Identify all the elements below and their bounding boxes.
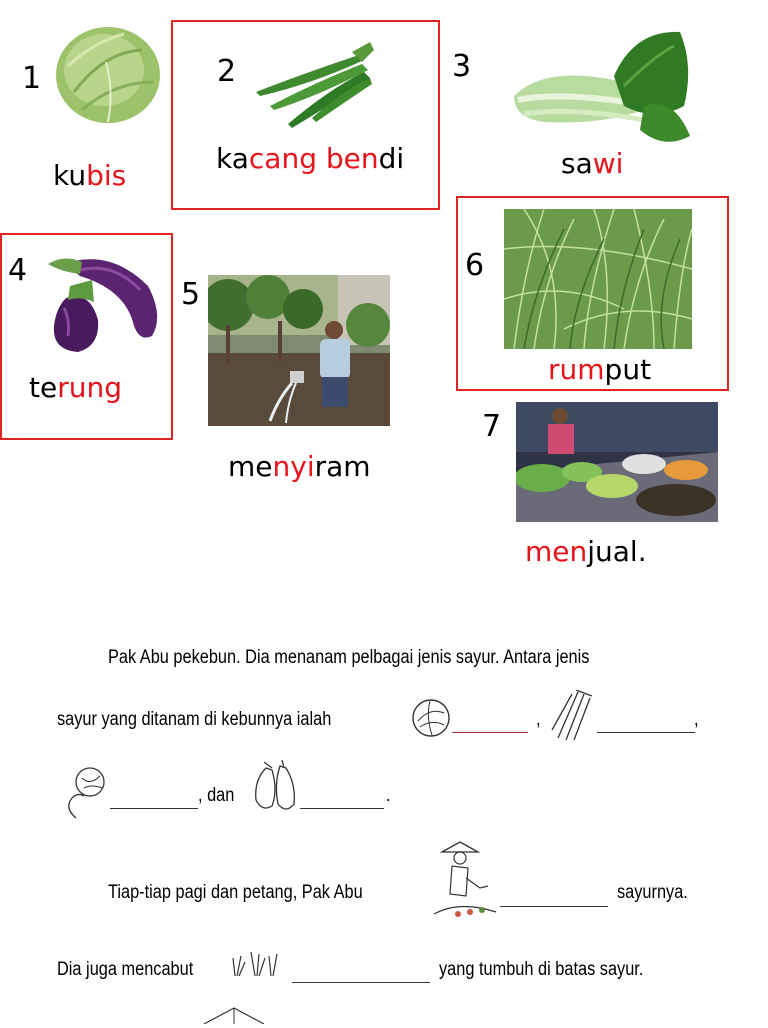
card-5-word-part-b: nyi <box>272 450 315 483</box>
eggplant-sketch-icon <box>252 760 298 818</box>
period-1: . <box>386 785 391 806</box>
card-7-word <box>525 536 647 568</box>
card-2-word <box>216 143 404 175</box>
mustard-greens-icon <box>504 26 694 154</box>
card-3-word-part-a: sa <box>561 147 593 180</box>
card-6-word-part-a: rum <box>548 353 605 386</box>
weeds-sketch-icon <box>229 948 281 982</box>
blank-2-input[interactable] <box>597 710 695 733</box>
card-2-word-part-a: ka <box>216 142 249 175</box>
okra-icon <box>252 34 376 130</box>
card-5-word-part-c: ram <box>314 450 371 483</box>
worksheet-line-4-end: sayurnya. <box>617 882 688 903</box>
farmer-watering-sketch-icon <box>430 838 500 926</box>
worksheet-line-2-text: sayur yang ditanam di kebunnya ialah <box>57 709 332 730</box>
worksheet-line-5: Dia juga mencabut <box>57 959 194 980</box>
card-6-word <box>548 354 651 386</box>
card-1-word-part-a: ku <box>53 159 87 192</box>
card-3-word-part-b: wi <box>592 147 624 180</box>
card-7-number: 7 <box>482 409 502 444</box>
card-6-word-part-b: put <box>604 353 652 386</box>
comma-1: , <box>536 709 541 730</box>
market-stall-photo <box>516 402 718 522</box>
mustard-sketch-icon <box>58 764 112 824</box>
blank-3-input[interactable] <box>110 786 198 809</box>
worksheet-line-1: Pak Abu pekebun. Dia menanam pelbagai jenis sayur. Antara jenis <box>108 647 590 668</box>
partial-sketch-icon <box>200 1004 270 1028</box>
man-watering-photo <box>208 275 390 426</box>
blank-5-input[interactable] <box>500 884 608 907</box>
okra-sketch-icon <box>548 690 594 746</box>
card-5-number: 5 <box>181 277 201 312</box>
card-2-word-part-b: cang ben <box>248 142 379 175</box>
worksheet-line-2 <box>57 708 331 732</box>
card-1-word-part-b: bis <box>86 159 127 192</box>
cabbage-icon <box>54 22 162 126</box>
grass-photo <box>504 209 692 349</box>
card-4-number: 4 <box>8 253 28 288</box>
blank-1-input[interactable] <box>452 710 528 733</box>
card-2-word-part-c: di <box>378 142 405 175</box>
card-2-number: 2 <box>217 54 237 89</box>
card-4-word-part-b: rung <box>57 371 122 404</box>
blank-4-input[interactable] <box>300 786 384 809</box>
worksheet-line-4: Tiap-tiap pagi dan petang, Pak Abu <box>108 882 363 903</box>
dan-text: , dan <box>198 785 235 806</box>
eggplant-icon <box>40 250 160 354</box>
card-1-number: 1 <box>22 61 42 96</box>
worksheet-line-5-end: yang tumbuh di batas sayur. <box>439 959 644 980</box>
blank-6-input[interactable] <box>292 960 430 983</box>
card-4-word-part-a: te <box>29 371 58 404</box>
card-7-word-part-a: men <box>525 535 588 568</box>
card-6-number: 6 <box>465 248 485 283</box>
card-3-number: 3 <box>452 49 472 84</box>
card-4-word <box>29 372 122 404</box>
card-1-word <box>53 160 126 192</box>
card-5-word <box>228 451 371 483</box>
card-3-word <box>561 148 623 180</box>
card-7-word-part-b: jual. <box>587 535 647 568</box>
comma-2: , <box>694 709 699 730</box>
cabbage-sketch-icon <box>410 697 452 743</box>
card-5-word-part-a: me <box>228 450 273 483</box>
